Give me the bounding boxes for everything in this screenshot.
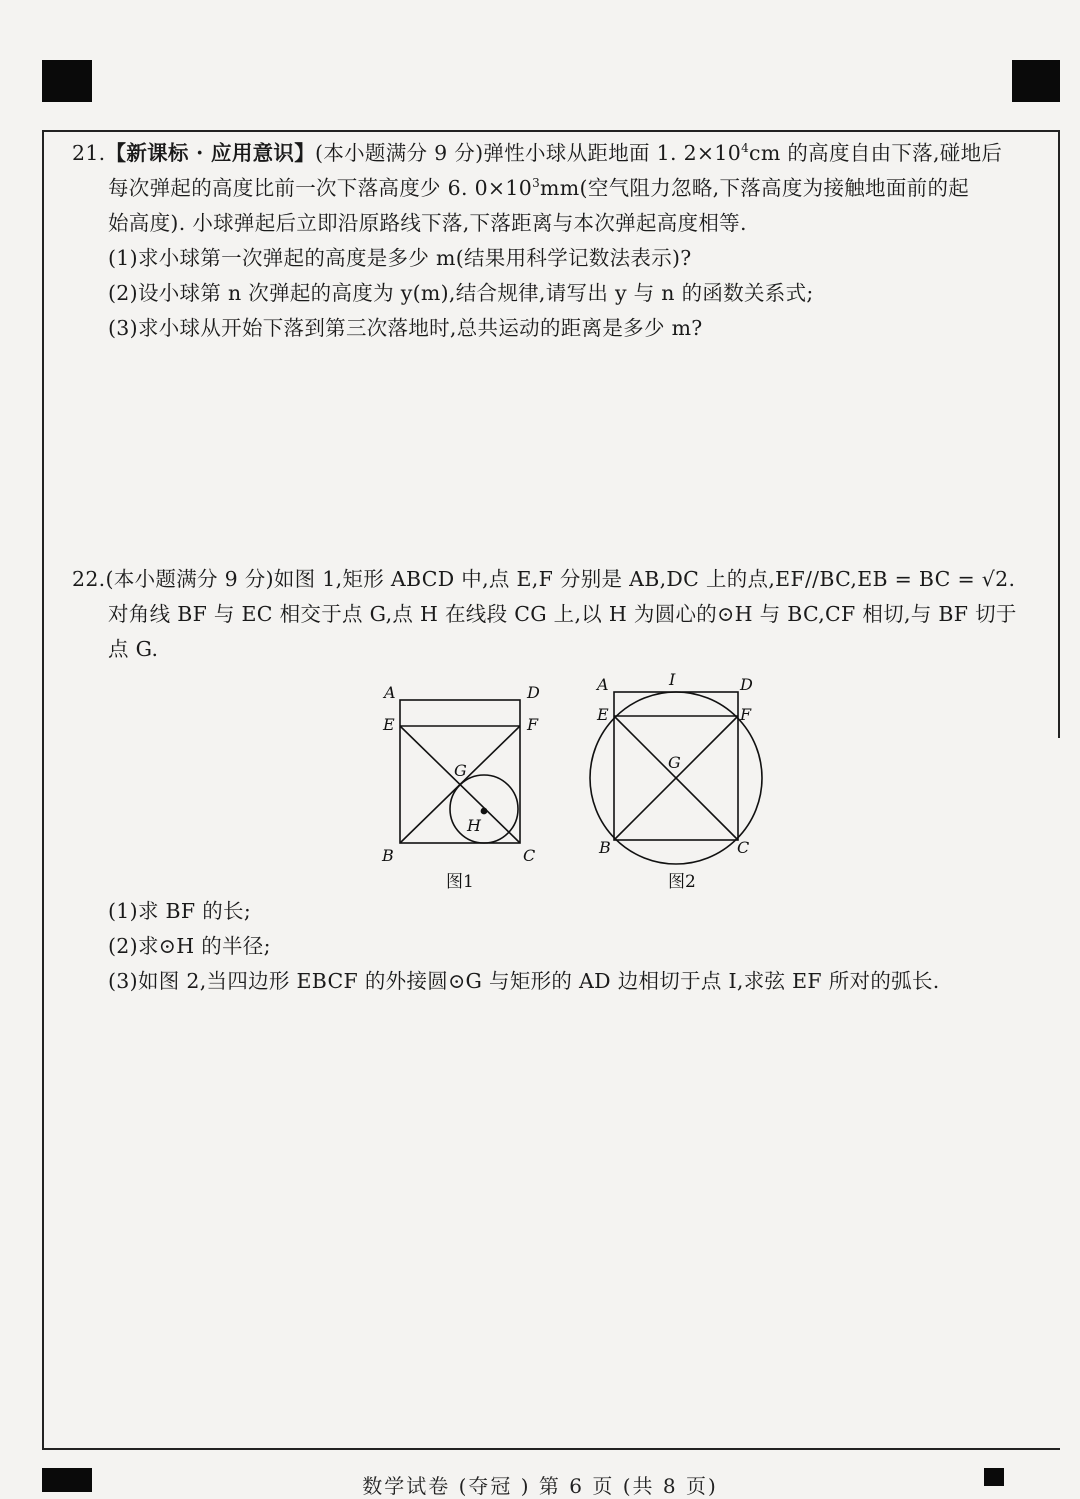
page-footer: 数学试卷 (夺冠 ) 第 6 页 (共 8 页) xyxy=(362,1474,718,1498)
fig1-label-h: H xyxy=(467,816,481,835)
question-22 xyxy=(72,562,1037,667)
registration-mark-top-right xyxy=(1012,60,1060,102)
registration-mark-top-left xyxy=(42,60,92,102)
q21-sub-2: (2)设小球第 n 次弹起的高度为 y(m),结合规律,请写出 y 与 n 的函数关系式; xyxy=(108,281,814,305)
q22-sub-3: (3)如图 2,当四边形 EBCF 的外接圆⊙G 与矩形的 AD 边相切于点 I,求弦 EF 所对的弧长. xyxy=(108,969,940,993)
fig1-label-a: A xyxy=(384,683,396,702)
q21-line-3: 始高度). 小球弹起后立即沿原路线下落,下落距离与本次弹起高度相等. xyxy=(108,211,747,235)
q21-line-2: 每次弹起的高度比前一次下落高度少 6. $0\times 10^3mm$(空气阻力忽略,下落高度为接触地面前的起 xyxy=(108,176,970,200)
fig2-label-c: C xyxy=(737,838,750,857)
geometry-figures xyxy=(370,668,790,898)
fig1-label-e: E xyxy=(383,715,395,734)
fig1-point-h xyxy=(481,808,486,813)
q21-sub-3: (3)求小球从开始下落到第三次落地时,总共运动的距离是多少 m? xyxy=(108,316,703,340)
q22-line-2: 对角线 BF 与 EC 相交于点 G,点 H 在线段 CG 上,以 H 为圆心的⊙H 与 BC,CF 相切,与 BF 切于 xyxy=(108,602,1017,626)
q21-sub-1: (1)求小球第一次弹起的高度是多少 m(结果用科学记数法表示)? xyxy=(108,246,692,270)
fig1-label-d: D xyxy=(527,683,540,702)
fig2-label-f: F xyxy=(740,705,752,724)
fig1-label-b: B xyxy=(382,846,394,865)
fig1-label-g: G xyxy=(454,761,467,780)
question-21 xyxy=(72,136,1037,346)
q21-number: 21. xyxy=(72,141,106,165)
q22-sub-2: (2)求⊙H 的半径; xyxy=(108,934,271,958)
q22-line-3: 点 G. xyxy=(108,637,159,661)
q22-number: 22. xyxy=(72,567,106,591)
fig1-label-c: C xyxy=(523,846,536,865)
fig2-label-g: G xyxy=(668,753,681,772)
q22-sub-1: (1)求 BF 的长; xyxy=(108,899,252,923)
q21-tag: 【新课标 · 应用意识】 xyxy=(105,141,316,165)
fig2-label-d: D xyxy=(740,675,753,694)
answer-frame-right-edge xyxy=(1058,130,1060,738)
fig2-label-b: B xyxy=(599,838,611,857)
fig2-caption: 图2 xyxy=(668,872,696,892)
question-22-parts xyxy=(72,894,1037,999)
q21-line-1: 21.【新课标 · 应用意识】(本小题满分 9 分)弹性小球从距地面 1. $2\times 10^4cm$ 的高度自由下落,碰地后 xyxy=(72,141,1003,165)
fig1-caption: 图1 xyxy=(446,872,474,892)
fig2-label-e: E xyxy=(597,705,609,724)
fig1-label-f: F xyxy=(527,715,539,734)
q22-line-1: 22.(本小题满分 9 分)如图 1,矩形 ABCD 中,点 E,F 分别是 AB,DC 上的点,EF//BC,EB = BC = √2. xyxy=(72,567,1016,591)
fig2-label-i: I xyxy=(669,670,676,689)
fig2-label-a: A xyxy=(597,675,609,694)
